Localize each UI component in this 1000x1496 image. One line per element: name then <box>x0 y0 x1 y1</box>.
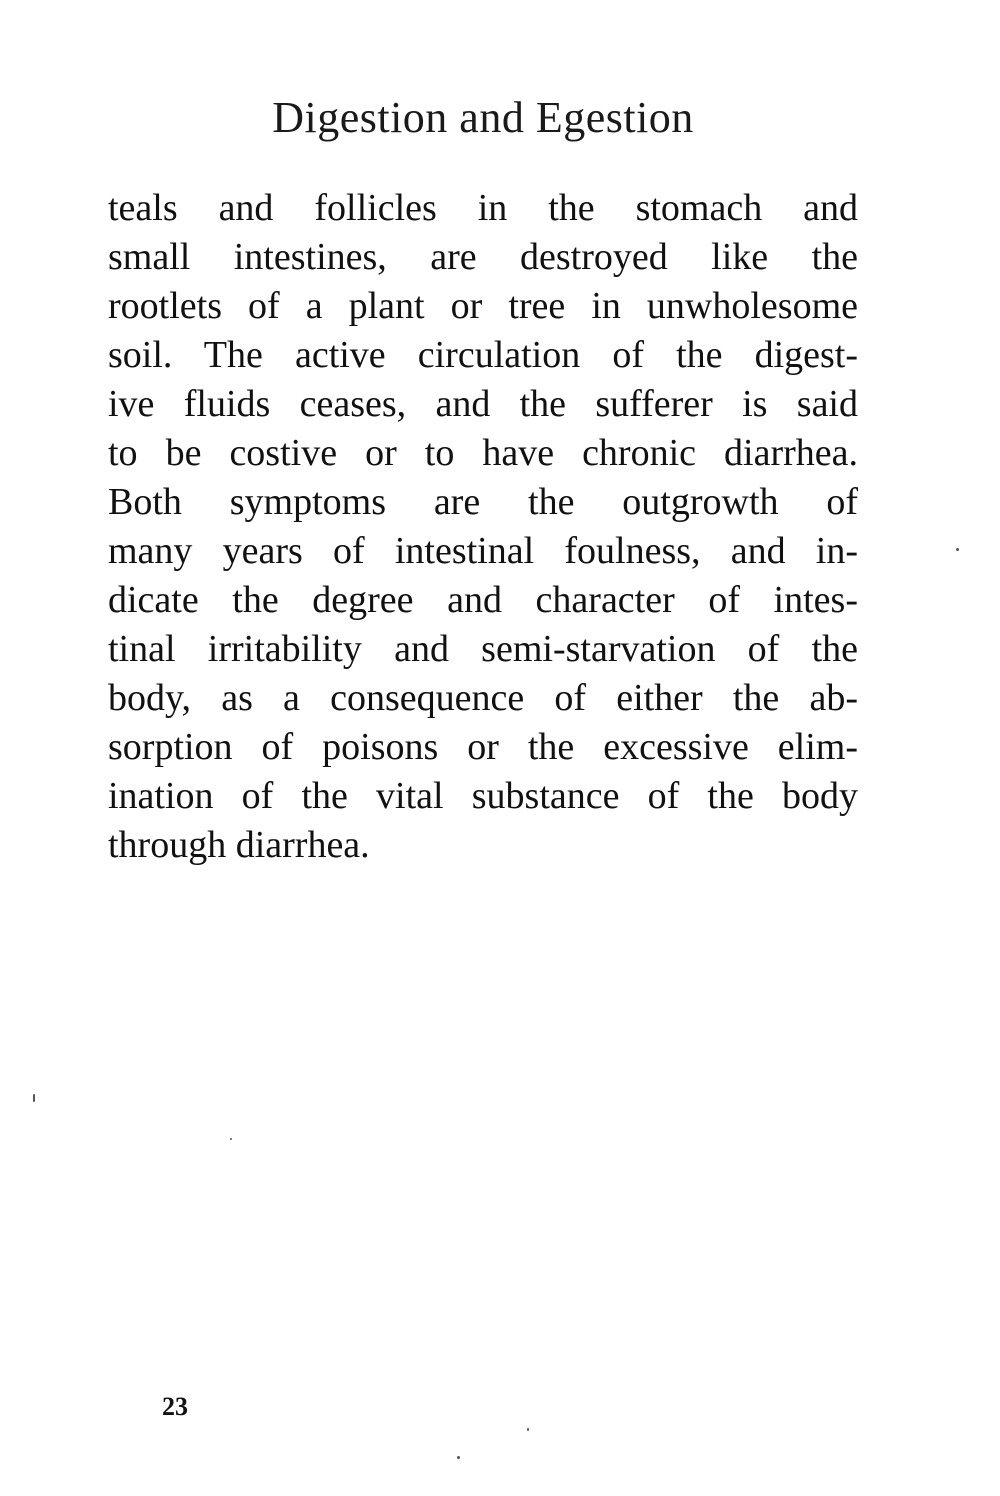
scan-speck <box>230 1138 232 1140</box>
text-line: tinal irritability and semi-starvation of the <box>108 628 858 670</box>
scan-speck <box>457 1456 460 1459</box>
scan-speck <box>956 548 959 551</box>
text-line: body, as a consequence of either the ab- <box>108 677 858 719</box>
text-line: rootlets of a plant or tree in unwholesome <box>108 285 858 327</box>
text-line: sorption of poisons or the excessive elim- <box>108 726 858 768</box>
text-line: small intestines, are destroyed like the <box>108 236 858 278</box>
text-line: many years of intestinal foulness, and in- <box>108 530 858 572</box>
text-line: ive fluids ceases, and the sufferer is said <box>108 383 858 425</box>
text-line: through diarrhea. <box>108 824 370 866</box>
text-line: ination of the vital substance of the body <box>108 775 858 817</box>
scan-speck <box>527 1428 529 1431</box>
text-line: dicate the degree and character of intes- <box>108 579 858 621</box>
scan-speck <box>33 1094 35 1102</box>
text-line: soil. The active circulation of the digest- <box>108 334 858 376</box>
text-line: teals and follicles in the stomach and <box>108 187 858 229</box>
running-title: Digestion and Egestion <box>272 93 694 142</box>
body-paragraph <box>108 184 858 870</box>
page-number: 23 <box>162 1392 188 1421</box>
text-line: to be costive or to have chronic diarrhea. <box>108 432 858 474</box>
text-line: Both symptoms are the outgrowth of <box>108 481 858 523</box>
